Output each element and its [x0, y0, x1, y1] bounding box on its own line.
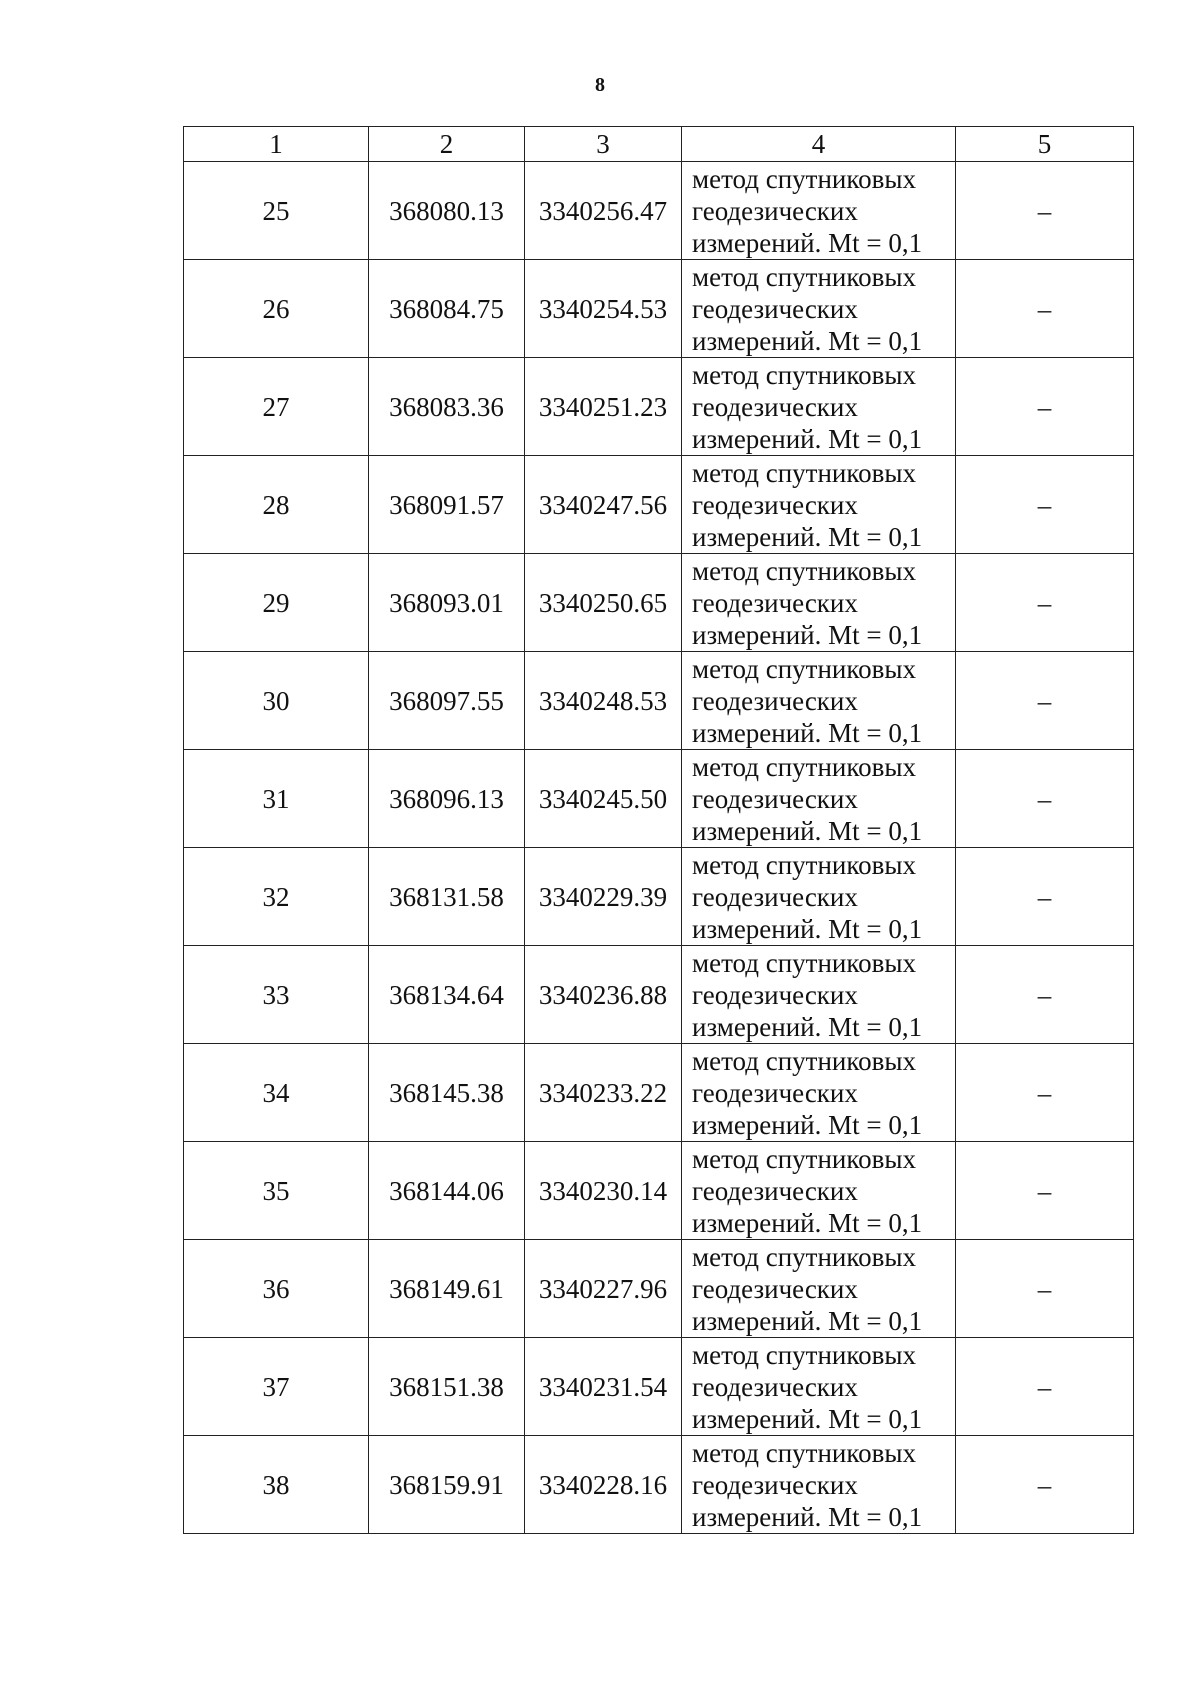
table-row: [184, 358, 1134, 456]
method-cell: [682, 652, 956, 750]
point-number-cell: 35: [184, 1142, 369, 1240]
method-text-line: измерений. Mt = 0,1: [692, 1501, 923, 1532]
table-row: [184, 750, 1134, 848]
coordinate-y-cell: 3340231.54: [525, 1338, 682, 1436]
table-row: [184, 456, 1134, 554]
method-cell: [682, 162, 956, 260]
header-col-1: 1: [184, 127, 369, 162]
point-number-cell: 33: [184, 946, 369, 1044]
note-cell: –: [956, 652, 1134, 750]
method-cell: [682, 1142, 956, 1240]
method-cell: [682, 946, 956, 1044]
coordinate-x-cell: 368145.38: [369, 1044, 525, 1142]
coordinate-x-cell: 368084.75: [369, 260, 525, 358]
note-cell: –: [956, 750, 1134, 848]
point-number-cell: 36: [184, 1240, 369, 1338]
method-cell: [682, 1044, 956, 1142]
point-number-cell: 38: [184, 1436, 369, 1534]
method-text-line: метод спутниковых: [692, 849, 916, 880]
note-cell: –: [956, 1338, 1134, 1436]
method-text-line: измерений. Mt = 0,1: [692, 619, 923, 650]
method-text-line: измерений. Mt = 0,1: [692, 1011, 923, 1042]
method-text-line: измерений. Mt = 0,1: [692, 423, 923, 454]
note-cell: –: [956, 162, 1134, 260]
coordinates-table: [183, 126, 1134, 1534]
note-cell: –: [956, 1044, 1134, 1142]
coordinate-x-cell: 368093.01: [369, 554, 525, 652]
table-header: [184, 127, 1134, 162]
method-text-line: метод спутниковых: [692, 1143, 916, 1174]
method-cell: [682, 358, 956, 456]
method-text-line: измерений. Mt = 0,1: [692, 1305, 923, 1336]
table-body: [184, 162, 1134, 1534]
coordinate-y-cell: 3340248.53: [525, 652, 682, 750]
note-cell: –: [956, 848, 1134, 946]
table-row: [184, 1240, 1134, 1338]
header-col-2: 2: [369, 127, 525, 162]
coordinate-x-cell: 368080.13: [369, 162, 525, 260]
coordinate-y-cell: 3340236.88: [525, 946, 682, 1044]
method-text-line: измерений. Mt = 0,1: [692, 1207, 923, 1238]
coordinate-x-cell: 368149.61: [369, 1240, 525, 1338]
method-text-line: метод спутниковых: [692, 751, 916, 782]
method-text-line: геодезических: [692, 391, 858, 422]
header-col-3: 3: [525, 127, 682, 162]
table-row: [184, 1142, 1134, 1240]
method-text-line: метод спутниковых: [692, 261, 916, 292]
point-number-cell: 25: [184, 162, 369, 260]
method-text-line: метод спутниковых: [692, 163, 916, 194]
coordinate-y-cell: 3340245.50: [525, 750, 682, 848]
method-text-line: геодезических: [692, 489, 858, 520]
method-text-line: измерений. Mt = 0,1: [692, 521, 923, 552]
coordinate-x-cell: 368159.91: [369, 1436, 525, 1534]
method-text-line: измерений. Mt = 0,1: [692, 717, 923, 748]
method-text-line: метод спутниковых: [692, 359, 916, 390]
coordinate-x-cell: 368096.13: [369, 750, 525, 848]
point-number-cell: 32: [184, 848, 369, 946]
table-row: [184, 848, 1134, 946]
method-text-line: метод спутниковых: [692, 1045, 916, 1076]
coordinate-y-cell: 3340250.65: [525, 554, 682, 652]
method-text-line: геодезических: [692, 881, 858, 912]
method-text-line: метод спутниковых: [692, 1339, 916, 1370]
method-text-line: геодезических: [692, 195, 858, 226]
point-number-cell: 34: [184, 1044, 369, 1142]
coordinate-y-cell: 3340247.56: [525, 456, 682, 554]
coordinate-y-cell: 3340229.39: [525, 848, 682, 946]
table-row: [184, 1044, 1134, 1142]
method-text-line: геодезических: [692, 979, 858, 1010]
table-row: [184, 260, 1134, 358]
coordinate-y-cell: 3340230.14: [525, 1142, 682, 1240]
method-text-line: геодезических: [692, 1077, 858, 1108]
table-row: [184, 946, 1134, 1044]
coordinate-y-cell: 3340227.96: [525, 1240, 682, 1338]
note-cell: –: [956, 456, 1134, 554]
method-text-line: геодезических: [692, 685, 858, 716]
method-text-line: измерений. Mt = 0,1: [692, 1109, 923, 1140]
note-cell: –: [956, 260, 1134, 358]
method-text-line: метод спутниковых: [692, 653, 916, 684]
header-row: [184, 127, 1134, 162]
point-number-cell: 29: [184, 554, 369, 652]
note-cell: –: [956, 1142, 1134, 1240]
method-cell: [682, 1338, 956, 1436]
method-text-line: геодезических: [692, 1273, 858, 1304]
coordinate-x-cell: 368083.36: [369, 358, 525, 456]
table-row: [184, 554, 1134, 652]
method-cell: [682, 750, 956, 848]
method-text-line: геодезических: [692, 1175, 858, 1206]
method-text-line: геодезических: [692, 587, 858, 618]
method-text-line: геодезических: [692, 783, 858, 814]
point-number-cell: 28: [184, 456, 369, 554]
method-text-line: геодезических: [692, 1371, 858, 1402]
note-cell: –: [956, 1436, 1134, 1534]
method-text-line: геодезических: [692, 293, 858, 324]
method-text-line: измерений. Mt = 0,1: [692, 227, 923, 258]
coordinate-x-cell: 368144.06: [369, 1142, 525, 1240]
method-text-line: метод спутниковых: [692, 947, 916, 978]
method-cell: [682, 260, 956, 358]
coordinate-y-cell: 3340256.47: [525, 162, 682, 260]
table-row: [184, 1338, 1134, 1436]
note-cell: –: [956, 358, 1134, 456]
point-number-cell: 31: [184, 750, 369, 848]
method-cell: [682, 1436, 956, 1534]
coordinate-x-cell: 368091.57: [369, 456, 525, 554]
method-text-line: измерений. Mt = 0,1: [692, 325, 923, 356]
coordinate-x-cell: 368131.58: [369, 848, 525, 946]
note-cell: –: [956, 1240, 1134, 1338]
point-number-cell: 27: [184, 358, 369, 456]
method-text-line: измерений. Mt = 0,1: [692, 913, 923, 944]
table-row: [184, 162, 1134, 260]
method-cell: [682, 848, 956, 946]
method-cell: [682, 456, 956, 554]
method-text-line: измерений. Mt = 0,1: [692, 815, 923, 846]
point-number-cell: 37: [184, 1338, 369, 1436]
coordinate-y-cell: 3340251.23: [525, 358, 682, 456]
method-cell: [682, 1240, 956, 1338]
coordinate-y-cell: 3340254.53: [525, 260, 682, 358]
method-text-line: метод спутниковых: [692, 457, 916, 488]
table-row: [184, 652, 1134, 750]
header-col-4: 4: [682, 127, 956, 162]
coordinate-x-cell: 368097.55: [369, 652, 525, 750]
header-col-5: 5: [956, 127, 1134, 162]
page-number: 8: [595, 74, 605, 96]
method-text-line: метод спутниковых: [692, 1241, 916, 1272]
coordinate-y-cell: 3340228.16: [525, 1436, 682, 1534]
note-cell: –: [956, 946, 1134, 1044]
point-number-cell: 30: [184, 652, 369, 750]
coordinate-y-cell: 3340233.22: [525, 1044, 682, 1142]
method-text-line: геодезических: [692, 1469, 858, 1500]
coordinate-x-cell: 368151.38: [369, 1338, 525, 1436]
method-text-line: метод спутниковых: [692, 555, 916, 586]
method-text-line: измерений. Mt = 0,1: [692, 1403, 923, 1434]
point-number-cell: 26: [184, 260, 369, 358]
table-row: [184, 1436, 1134, 1534]
note-cell: –: [956, 554, 1134, 652]
coordinate-x-cell: 368134.64: [369, 946, 525, 1044]
method-text-line: метод спутниковых: [692, 1437, 916, 1468]
method-cell: [682, 554, 956, 652]
